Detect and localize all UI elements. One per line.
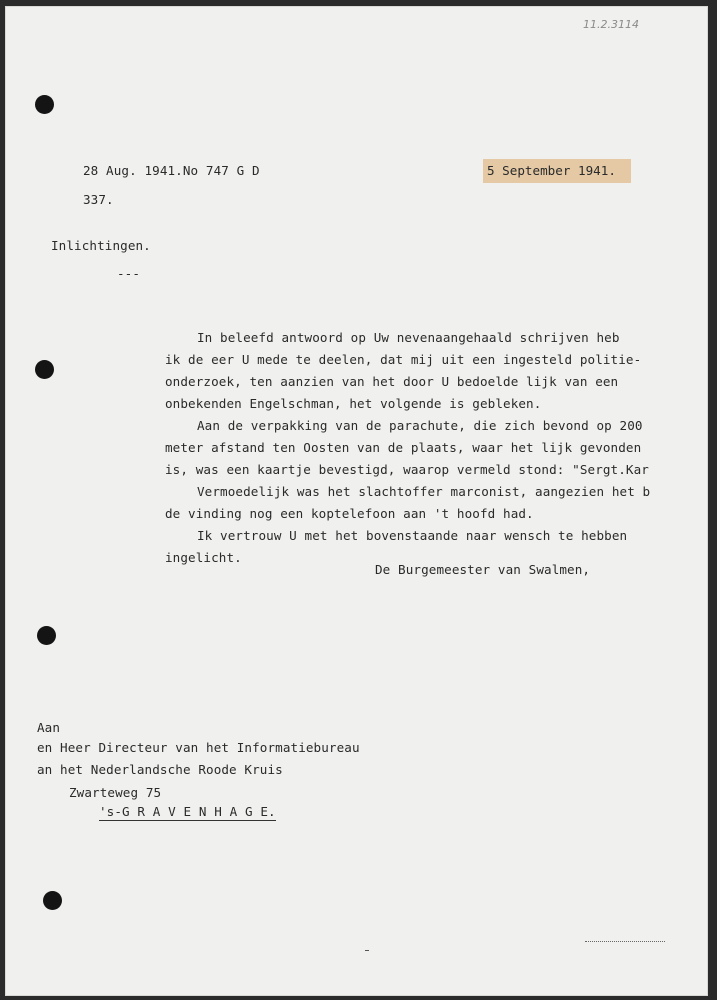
body-line: In beleefd antwoord op Uw nevenaangehaald schrijven heb [197, 330, 620, 345]
reference-number: 337. [83, 192, 114, 207]
punch-hole [35, 360, 54, 379]
smudge [585, 941, 665, 943]
body-line: Aan de verpakking van de parachute, die zich bevond op 200 [197, 418, 643, 433]
letter-date: 5 September 1941. [483, 159, 631, 183]
letter-page [5, 6, 708, 996]
punch-hole [37, 626, 56, 645]
address-city: 's-G R A V E N H A G E. [99, 804, 276, 819]
body-line: de vinding nog een koptelefoon aan 't hoofd had. [165, 506, 534, 521]
body-line: Ik vertrouw U met het bovenstaande naar wensch te hebben [197, 528, 628, 543]
archive-reference: 11.2.3114 [583, 18, 639, 31]
body-line: Vermoedelijk was het slachtoffer marconist, aangezien het b [197, 484, 651, 499]
address-line: Aan [37, 720, 61, 735]
letter-reference: 28 Aug. 1941.No 747 G D [83, 163, 260, 178]
signature: De Burgemeester van Swalmen, [375, 562, 591, 577]
subject-rule: --- [117, 266, 141, 281]
body-line: ingelicht. [165, 550, 242, 565]
body-line: is, was een kaartje bevestigd, waarop vermeld stond: "Sergt.Kar [165, 462, 649, 477]
smudge [365, 950, 369, 951]
punch-hole [35, 95, 54, 114]
address-line: an het Nederlandsche Roode Kruis [37, 762, 283, 777]
body-line: ik de eer U mede te deelen, dat mij uit een ingesteld politie- [165, 352, 642, 367]
body-line: meter afstand ten Oosten van de plaats, waar het lijk gevonden [165, 440, 642, 455]
punch-hole [43, 891, 62, 910]
body-line: onderzoek, ten aanzien van het door U bedoelde lijk van een [165, 374, 619, 389]
address-line: Zwarteweg 75 [69, 785, 162, 800]
body-line: onbekenden Engelschman, het volgende is gebleken. [165, 396, 542, 411]
address-line: en Heer Directeur van het Informatiebureau [37, 740, 360, 755]
subject-title: Inlichtingen. [51, 238, 151, 253]
